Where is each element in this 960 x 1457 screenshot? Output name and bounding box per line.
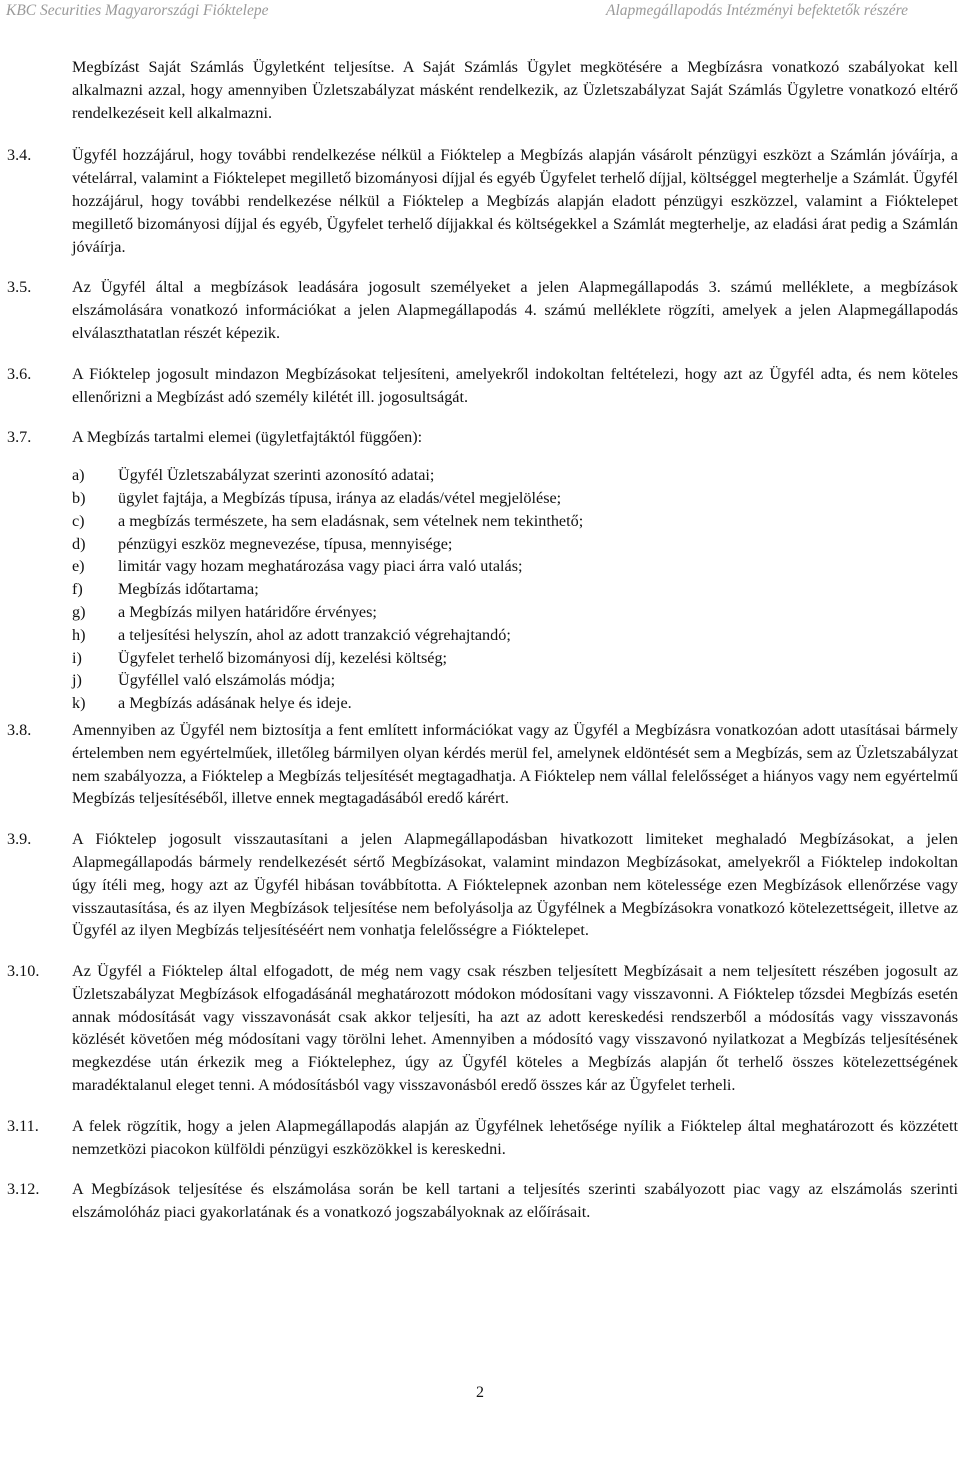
list-item bbox=[72, 601, 958, 624]
section-text: Az Ügyfél által a megbízások leadására jogosult személyeket a jelen Alapmegállapodás 3. számú melléklete, a megbízások elszámolására vonatkozó információkat a jelen Alapmegállapodás 4. számú melléklete rögzíti, amelyek a jelen Alapmegállapodás elválaszthatatlan részét képezik. bbox=[72, 278, 958, 342]
section-3-10 bbox=[7, 960, 958, 1097]
list-item-label: f) bbox=[72, 580, 83, 599]
list-item-label: h) bbox=[72, 625, 86, 644]
section-text: A Fióktelep jogosult mindazon Megbízásokat teljesíteni, amelyekről indokoltan feltételezi, hogy azt az Ügyfél adta, és nem köteles ellenőrizni a Megbízást adó személy kilétét ill. jogosultságát. bbox=[72, 364, 958, 406]
list-item-label: c) bbox=[72, 511, 85, 530]
list-item-label: b) bbox=[72, 488, 86, 507]
section-number: 3.11. bbox=[7, 1116, 39, 1135]
list-item bbox=[72, 533, 958, 556]
section-number: 3.7. bbox=[7, 428, 32, 447]
list-item-text: Megbízás időtartama; bbox=[118, 580, 259, 599]
section-number: 3.8. bbox=[7, 720, 32, 739]
header-document-title: Alapmegállapodás Intézményi befektetők részére bbox=[605, 2, 908, 19]
section-3-11 bbox=[7, 1115, 958, 1161]
list-item bbox=[72, 578, 958, 601]
list-item-text: a Megbízás milyen határidőre érvényes; bbox=[118, 602, 377, 621]
list-item bbox=[72, 669, 958, 692]
list-item-text: ügylet fajtája, a Megbízás típusa, iránya az eladás/vétel megjelölése; bbox=[118, 488, 562, 507]
list-item-text: limitár vagy hozam meghatározása vagy piaci árra való utalás; bbox=[118, 557, 523, 576]
list-item-label: d) bbox=[72, 534, 86, 553]
list-item-text: Ügyfél Üzletszabályzat szerinti azonosító adatai; bbox=[118, 466, 435, 485]
list-item-text: a Megbízás adásának helye és ideje. bbox=[118, 694, 352, 713]
page-header bbox=[0, 0, 960, 28]
list-item bbox=[72, 487, 958, 510]
section-list-after bbox=[7, 719, 958, 1224]
section-text: A Megbízások teljesítése és elszámolása során be kell tartani a teljesítés szerinti szabályozott piac vagy az elszámolás szerinti elszámolóház piaci gyakorlatának és a vonatkozó jogszabályoknak az előírásait. bbox=[72, 1180, 958, 1222]
list-item-text: a megbízás természete, ha sem eladásnak, sem vételnek nem tekinthető; bbox=[118, 511, 584, 530]
list-item-label: j) bbox=[72, 671, 82, 690]
page-number: 2 bbox=[476, 1384, 484, 1401]
section-text: A Megbízás tartalmi elemei (ügyletfajtáktól függően): bbox=[72, 428, 423, 447]
section-number: 3.4. bbox=[7, 146, 32, 165]
section-number: 3.6. bbox=[7, 364, 32, 383]
list-item-label: k) bbox=[72, 694, 86, 713]
content-element-list bbox=[72, 464, 958, 715]
list-item-text: pénzügyi eszköz megnevezése, típusa, mennyisége; bbox=[118, 534, 453, 553]
header-company: KBC Securities Magyarországi Fióktelepe bbox=[6, 2, 269, 19]
section-number: 3.10. bbox=[7, 962, 40, 981]
list-item-label: e) bbox=[72, 557, 85, 576]
list-item bbox=[72, 647, 958, 670]
section-number: 3.5. bbox=[7, 278, 32, 297]
section-3-6 bbox=[7, 363, 958, 409]
section-3-12 bbox=[7, 1178, 958, 1224]
section-3-5 bbox=[7, 276, 958, 344]
section-text: Ügyfél hozzájárul, hogy további rendelkezése nélkül a Fióktelep a Megbízás alapján vásárolt pénzügyi eszközt a Számlán jóváírja, a vételárral, valamint a Fióktelepet megillető bizományosi díjjal és egyéb Ügyfelet terhelő díjjal, költséggel megterhelje a Számlát. Ügyfél hozzájárul, hogy további rendelkezése nélkül a Fióktelep a Megbízás alapján eladott pénzügyi eszközzel, valamint a Fióktelepet megillető bizományosi díjjal és egyéb, Ügyfelet terhelő díjjakkal és költségekkel a Számlát megterhelje, az eladási árat pedig a Számlán jóváírja. bbox=[72, 146, 958, 256]
section-number: 3.9. bbox=[7, 830, 32, 849]
section-text: Amennyiben az Ügyfél nem biztosítja a fent említett információkat vagy az Ügyfél a Megbízásra vonatkozóan adott utasításai bármely értelemben nem egyértelműek, illetőleg bármilyen olyan kérdés merül fel, amelynek eldöntését sem a Megbízás, sem az Üzletszabályzat nem szabályozza, a Fióktelep a Megbízás teljesítését megtagadhatja. A Fióktelep nem vállal felelősséget a hiányos vagy nem egyértelmű Megbízás teljesítéséből, illetve ennek megtagadásából eredő kárért. bbox=[72, 720, 958, 808]
list-item-label: g) bbox=[72, 602, 86, 621]
list-item bbox=[72, 692, 958, 715]
list-item-text: Ügyféllel való elszámolás módja; bbox=[118, 671, 336, 690]
list-item bbox=[72, 555, 958, 578]
list-item-label: i) bbox=[72, 648, 82, 667]
section-text: Az Ügyfél a Fióktelep által elfogadott, de még nem vagy csak részben teljesített Megbízásait a nem teljesített részében jogosult az Üzletszabályzat Megbízások elfogadásánál meghatározott módokon módosítani vagy visszavonni. A Fióktelep tőzsdei Megbízás esetén annak módosítását vagy visszavonását csak akkor teljesíti, ha azt az adott kereskedési rendszerből a módosítás vagy visszavonás közlését követően még módosítani vagy törölni lehet. Amennyiben a módosító vagy visszavonó nyilatkozat a Megbízás teljesítésének megkezdése után érkezik meg a Fióktelephez, úgy az Ügyfél köteles a Megbízás alapján őt terhelő összes kötelezettségének maradéktalanul eleget tenni. A módosításból vagy visszavonásból eredő összes kár az Ügyfelet terheli. bbox=[72, 962, 958, 1095]
section-3-7 bbox=[7, 426, 958, 715]
list-item bbox=[72, 464, 958, 487]
section-list-before bbox=[7, 144, 958, 408]
list-item-text: a teljesítési helyszín, ahol az adott tranzakció végrehajtandó; bbox=[118, 625, 511, 644]
list-item-label: a) bbox=[72, 466, 85, 485]
section-text: A felek rögzítik, hogy a jelen Alapmegállapodás alapján az Ügyfélnek lehetősége nyílik a Fióktelep által meghatározott és közzétett nemzetközi piacokon külföldi pénzügyi eszközökkel is kereskedni. bbox=[72, 1116, 958, 1158]
continuation-paragraph: Megbízást Saját Számlás Ügyletként teljesítse. A Saját Számlás Ügylet megkötésére a Megbízásra vonatkozó szabályokat kell alkalmazni azzal, hogy amennyiben Üzletszabályzat másként rendelkezik, az Üzletszabályzat Saját Számlás Ügyletre vonatkozó eltérő rendelkezéseit kell alkalmazni. bbox=[72, 58, 958, 122]
list-item bbox=[72, 510, 958, 533]
list-item-text: Ügyfelet terhelő bizományosi díj, kezelési költség; bbox=[118, 648, 448, 667]
document-body bbox=[7, 56, 958, 1242]
section-3-8 bbox=[7, 719, 958, 810]
section-number: 3.12. bbox=[7, 1180, 40, 1199]
section-text: A Fióktelep jogosult visszautasítani a jelen Alapmegállapodásban hivatkozott limiteket meghaladó Megbízásokat, a jelen Alapmegállapodás bármely rendelkezését sértő Megbízásokat, valamint mindazon Megbízásokat, amelyekről a Fióktelep indokoltan úgy ítéli meg, hogy azt az Ügyfél hibásan továbbította. A Fióktelepnek azonban nem kötelessége ezen Megbízások ellenőrzése vagy visszautasítása, és az ilyen Megbízások teljesítése nem befolyásolja az Ügyfélnek a Megbízásokra vonatkozó kötelezettségeit, illetve az Ügyfél az ilyen Megbízás teljesítéséért nem vonhatja felelősségre a Fióktelepet. bbox=[72, 830, 958, 940]
section-3-9 bbox=[7, 828, 958, 942]
list-item bbox=[72, 624, 958, 647]
section-3-4 bbox=[7, 144, 958, 258]
